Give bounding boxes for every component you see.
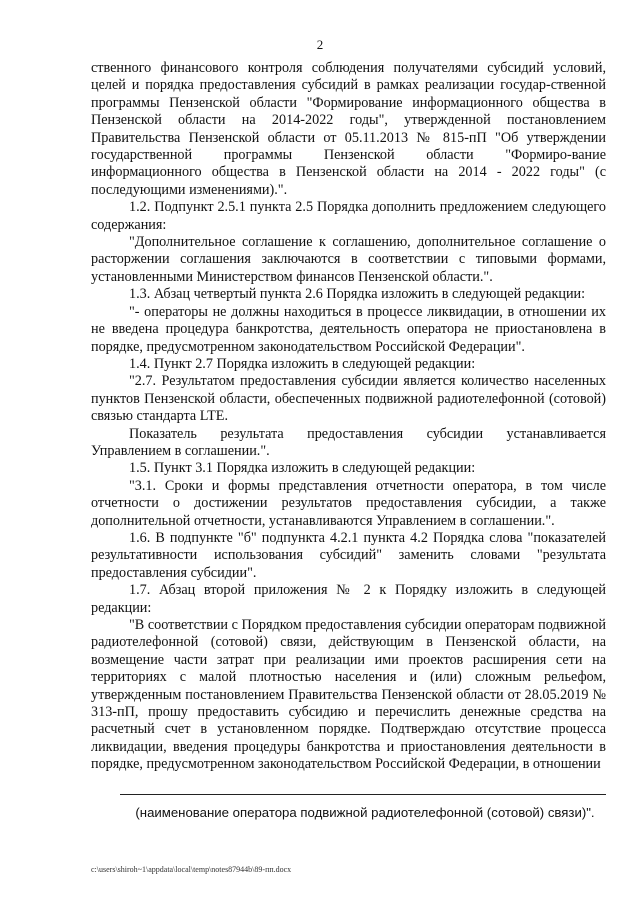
file-path-footer: c:\users\shiroh~1\appdata\local\temp\notes87944b\89-пп.docx [91,865,292,874]
signature-blank-line [120,794,606,795]
paragraph-item-1-2: 1.2. Подпункт 2.5.1 пункта 2.5 Порядка дополнить предложением следующего содержания: [91,199,606,233]
paragraph-quote-3-1: "3.1. Сроки и формы представления отчетности оператора, в том числе отчетности о достижении результатов предоставления субсидии, а также дополнительной отчетности, устанавливаются Управлением в соглашении.". [91,477,606,529]
paragraph-continuation: ственного финансового контроля соблюдения получателями субсидий условий, целей и порядка предоставления субсидий в рамках реализации государ-ственной программы Пензенской области "Формирование информационного общества в Пензенской области на 2014-2022 годы", утвержденной постановлением Правительства Пензенской области от 05.11.2013 № 815-пП "Об утверждении государственной программы Пензенской области "Формиро-вание информационного общества в Пензенской области на 2014 - 2022 годы" (с последующими изменениями).". [91,60,606,198]
document-body [91,60,606,774]
paragraph-quote-2-7: "2.7. Результатом предоставления субсидии является количество населенных пунктов Пензенской области, обеспеченных подвижной радиотелефонной (сотовой) связью стандарта LTE. [91,373,606,425]
paragraph-item-1-5: 1.5. Пункт 3.1 Порядка изложить в следующей редакции: [129,460,476,477]
paragraph-item-1-4: 1.4. Пункт 2.7 Порядка изложить в следующей редакции: [129,355,476,372]
paragraph-item-1-3: 1.3. Абзац четвертый пункта 2.6 Порядка изложить в следующей редакции: [129,286,586,303]
paragraph-quote-agreement: "Дополнительное соглашение к соглашению, дополнительное соглашение о расторжении соглашения заключаются в соответствии с типовыми формами, установленными Министерством финансов Пензенской области.". [91,234,606,285]
paragraph-quote-appendix: "В соответствии с Порядком предоставления субсидии операторам подвижной радиотелефонной (сотовой) связи, действующим в Пензенской области, на возмещение части затрат при реализации ими проектов расширения сети на территориях с малой плотностью населения и (или) сложным рельефом, утвержденным постановлением Правительства Пензенской области от 28.05.2019 № 313-пП, прошу предоставить субсидию и перечислить денежные средства на расчетный счет в установленном порядке. Подтверждаю отсутствие процесса ликвидации, введения процедуры банкротства и приостановления деятельности в порядке, предусмотренном законодательством Российской Федерации, в отношении [91,617,606,773]
paragraph-item-1-7: 1.7. Абзац второй приложения № 2 к Порядку изложить в следующей редакции: [91,582,606,616]
paragraph-item-1-6: 1.6. В подпункте "б" подпункта 4.2.1 пункта 4.2 Порядка слова "показателей результативности использования субсидий" заменить словами "результата предоставления субсидии". [91,529,606,581]
page-number: 2 [316,37,324,52]
blank-line-caption: (наименование оператора подвижной радиотелефонной (сотовой) связи)". [135,805,595,820]
paragraph-quote-operators: "- операторы не должны находиться в процессе ликвидации, в отношении их не введена процедура банкротства, деятельность оператора не приостановлена в порядке, предусмотренном законодательством Российской Федерации". [91,303,606,355]
paragraph-indicator: Показатель результата предоставления субсидии устанавливается Управлением в соглашении.". [91,425,606,459]
